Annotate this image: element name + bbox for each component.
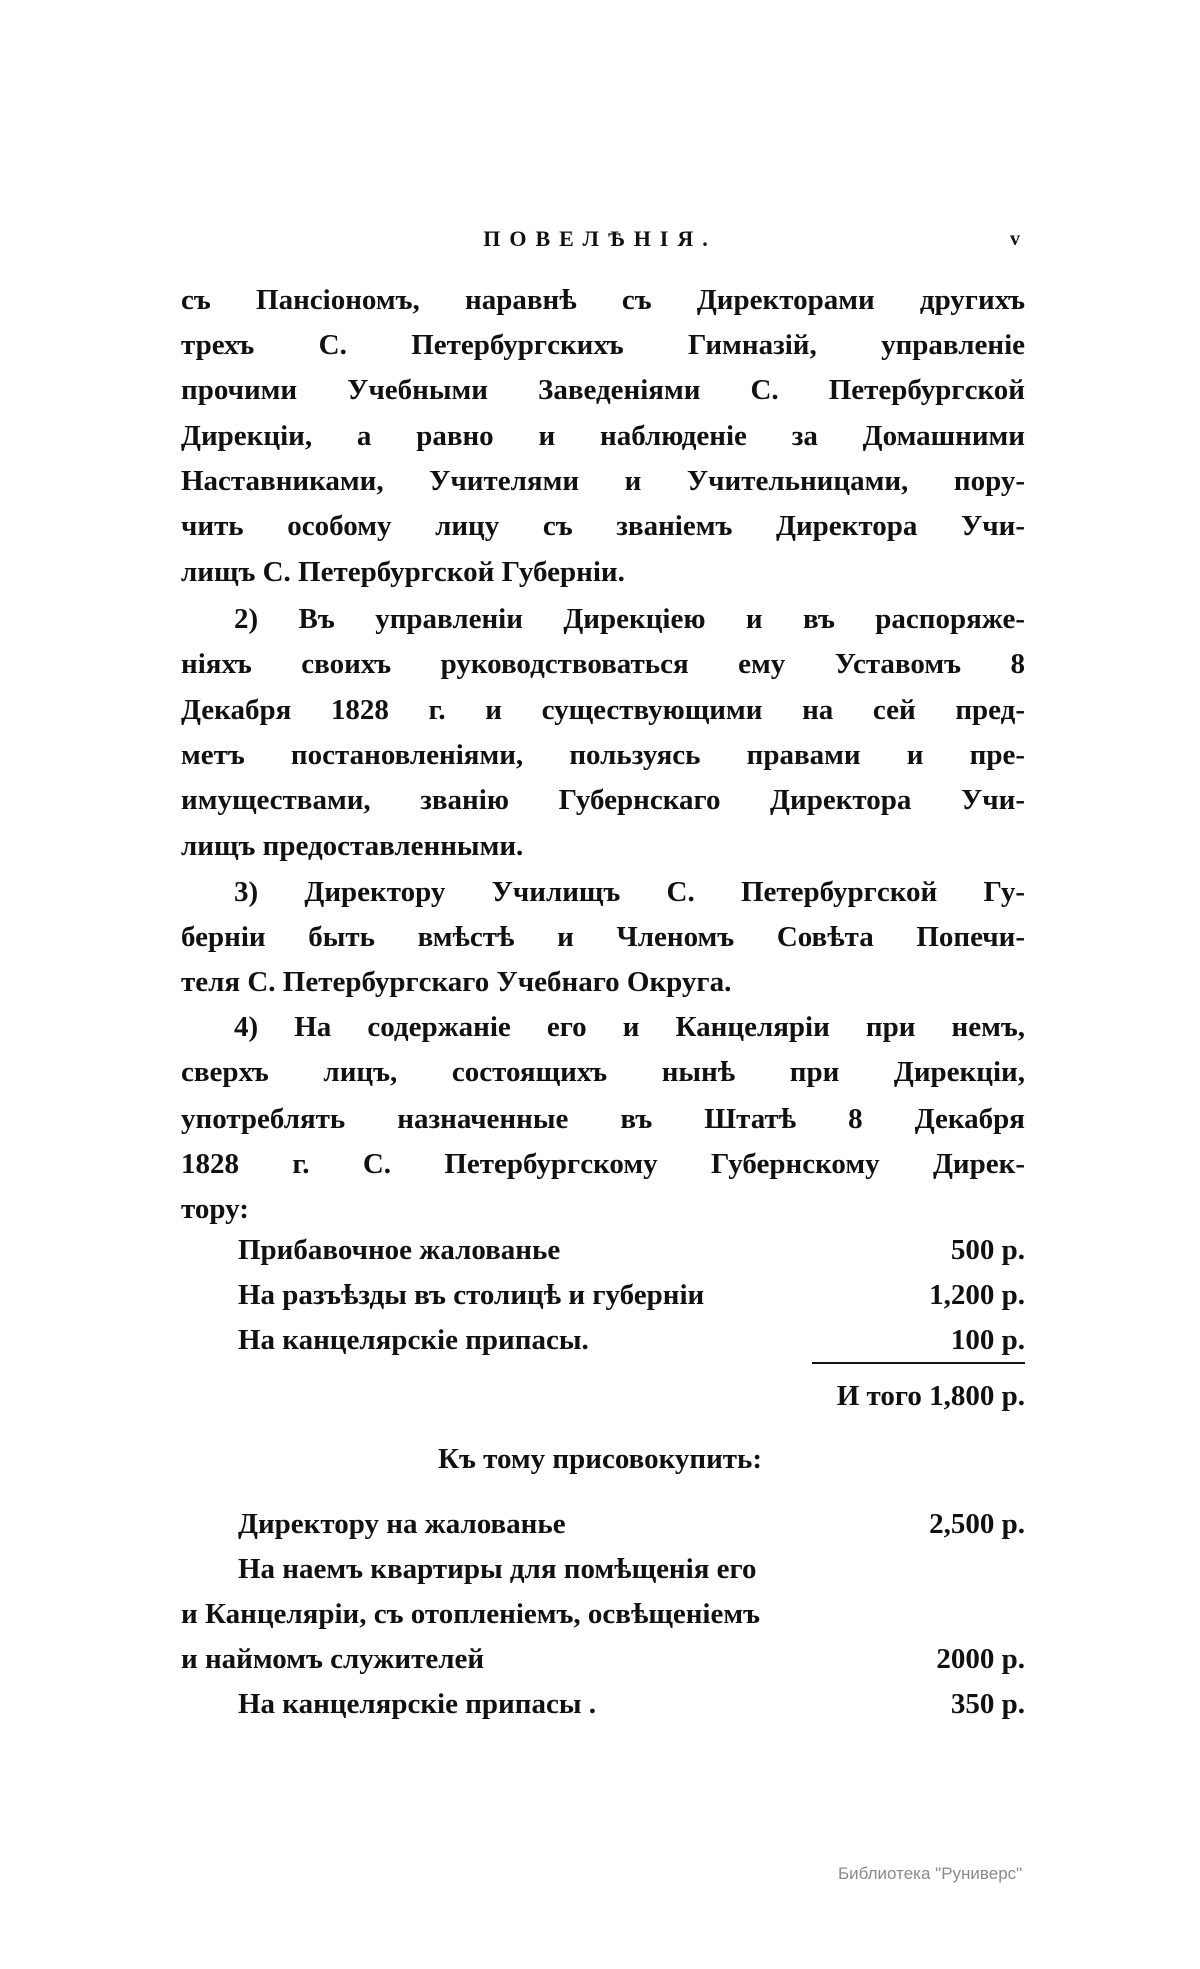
text-line: съ Пансіономъ, наравнѣ съ Директорами другихъ xyxy=(181,284,1025,316)
text-line: лищъ С. Петербургской Губерніи. xyxy=(181,556,625,588)
budget-label: Директору на жалованье xyxy=(238,1508,566,1540)
budget-amount: 2,500 р. xyxy=(929,1508,1025,1540)
budget-label: На канцелярскіе припасы. xyxy=(238,1324,589,1356)
budget-row xyxy=(238,1232,1025,1268)
budget-row xyxy=(181,1596,1025,1632)
budget-row xyxy=(181,1641,1025,1677)
page-number: v xyxy=(1010,228,1020,250)
text-line: тору: xyxy=(181,1193,249,1225)
text-line: берніи быть вмѣстѣ и Членомъ Совѣта Попечи- xyxy=(181,921,1025,953)
text-line: трехъ С. Петербургскихъ Гимназій, управленіе xyxy=(181,329,1025,361)
budget-amount: 1,200 р. xyxy=(929,1279,1025,1311)
budget-label: На наемъ квартиры для помѣщенія его xyxy=(238,1553,757,1585)
text-line: ніяхъ своихъ руководствоваться ему Уставомъ 8 xyxy=(181,648,1025,680)
budget-label: Прибавочное жалованье xyxy=(238,1234,561,1266)
budget-row xyxy=(238,1551,1025,1587)
text-line: имуществами, званію Губернскаго Директора Учи- xyxy=(181,784,1025,816)
text-line: метъ постановленіями, пользуясь правами и пре- xyxy=(181,739,1025,771)
text-line: 3) Директору Училищъ С. Петербургской Гу- xyxy=(234,876,1025,908)
text-line: теля С. Петербургскаго Учебнаго Округа. xyxy=(181,966,732,998)
text-line: сверхъ лицъ, состоящихъ нынѣ при Дирекціи, xyxy=(181,1056,1025,1088)
budget-amount: 350 р. xyxy=(950,1688,1025,1720)
budget-row xyxy=(238,1506,1025,1542)
budget-amount: 500 р. xyxy=(950,1234,1025,1266)
budget-total: И того 1,800 р. xyxy=(836,1380,1025,1412)
text-line: лищъ предоставленными. xyxy=(181,830,524,862)
budget-label: и Канцеляріи, съ отопленіемъ, освѣщеніемъ xyxy=(181,1598,760,1630)
text-line: 2) Въ управленіи Дирекціею и въ распоряже- xyxy=(234,603,1025,635)
text-line: 4) На содержаніе его и Канцеляріи при немъ, xyxy=(234,1011,1025,1043)
budget-row xyxy=(238,1686,1025,1722)
budget-amount: 100 р. xyxy=(950,1324,1025,1356)
budget-label: и наймомъ служителей xyxy=(181,1643,485,1675)
budget-label: На канцелярскіе припасы . xyxy=(238,1688,596,1720)
text-line: Дирекціи, а равно и наблюденіе за Домашними xyxy=(181,420,1025,452)
budget-row xyxy=(238,1277,1025,1313)
text-line: прочими Учебными Заведеніями С. Петербургской xyxy=(181,374,1025,406)
running-header: ПОВЕЛѢНІЯ. xyxy=(483,226,717,251)
budget-row xyxy=(238,1322,1025,1358)
budget-amount: 2000 р. xyxy=(936,1643,1025,1675)
text-line: Наставниками, Учителями и Учительницами, пору- xyxy=(181,465,1025,497)
section-heading: Къ тому присовокупить: xyxy=(437,1443,763,1475)
text-line: чить особому лицу съ званіемъ Директора Учи- xyxy=(181,510,1025,542)
library-watermark: Библиотека "Руниверс" xyxy=(838,1864,1023,1883)
budget-label: На разъѣзды въ столицѣ и губерніи xyxy=(238,1279,705,1311)
text-line: 1828 г. С. Петербургскому Губернскому Дирек- xyxy=(181,1148,1025,1180)
text-line: употреблять назначенные въ Штатѣ 8 Декабря xyxy=(181,1103,1025,1135)
sum-rule xyxy=(812,1362,1025,1364)
text-line: Декабря 1828 г. и существующими на сей пред- xyxy=(181,694,1025,726)
